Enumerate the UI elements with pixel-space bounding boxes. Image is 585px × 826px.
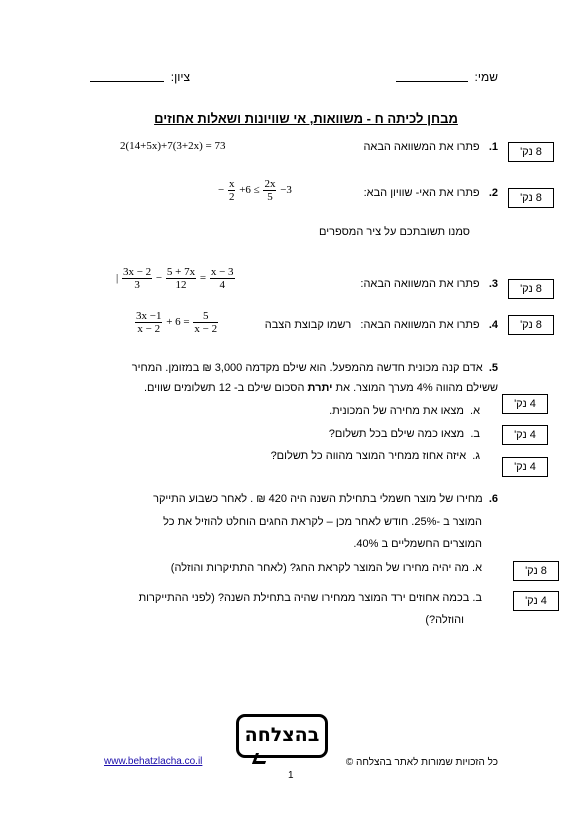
page-number: 1 <box>288 770 294 781</box>
question-5-line-2: ששילם מהווה 4% מערך המוצר. את יתרת הסכום שילם ב- 12 תשלומים שווים. <box>143 382 498 394</box>
points-box-q3: 8 נק' <box>508 279 554 299</box>
points-box-q4: 8 נק' <box>508 315 554 335</box>
inequality-2: − $\frac{x}{2}$ +6 ≤ $\frac{2x}{5}$ −3 <box>218 178 292 203</box>
points-box-q5b: 4 נק' <box>502 425 548 445</box>
question-5-sub-a: א. מצאו את מחירה של המכונית. <box>329 405 480 417</box>
copyright-text: כל הזכויות שמורות לאתר בהצלחה © <box>345 757 498 768</box>
equation-1: 2(14+5x)+7(3+2x) = 73 <box>120 140 226 152</box>
question-5-sub-c: ג. איזה אחוז ממחיר המוצר מהווה כל תשלום? <box>270 450 480 462</box>
question-6-line-3: המוצרים החשמליים ב 40%. <box>353 538 482 550</box>
grade-line[interactable] <box>90 81 164 82</box>
behatzlacha-logo: בהצלחה <box>236 714 328 758</box>
question-6-line-2: המוצר ב -25%. חודש לאחר מכן – לקראת החגים הוחלט להוזיל את כל <box>163 516 482 528</box>
points-box-q2: 8 נק' <box>508 188 554 208</box>
points-box-q6a: 8 נק' <box>513 561 559 581</box>
question-6-sub-b-line-1: ב. בכמה אחוזים ירד המוצר ממחירו שהיה בתחילת השנה? (לפני ההתייקרות <box>138 592 482 604</box>
question-6-sub-b-line-2: והוזלה?) <box>425 614 464 626</box>
name-label: שמי: <box>474 70 498 84</box>
logo-speech-tail <box>252 753 269 764</box>
name-line[interactable] <box>396 81 468 82</box>
question-3: 3. פתרו את המשוואה הבאה: <box>360 278 498 290</box>
page-title: מבחן לכיתה ח - משוואות, אי שוויונות ושאלות אחוזים <box>154 111 458 126</box>
points-box-q1: 8 נק' <box>508 142 554 162</box>
question-6-sub-a: א. מה יהיה מחירו של המוצר לקראת החג? (לאחר התתיקרות והוזלה) <box>170 562 482 574</box>
question-6-line-1: 6. מחירו של מוצר חשמלי בתחילת השנה היה 420 ₪ . לאחר כשבוע התייקר <box>153 493 498 505</box>
question-2: 2. פתרו את האי- שוויון הבא: <box>363 187 498 199</box>
question-5-line-1: 5. אדם קנה מכונית חדשה מהמפעל. הוא שילם מקדמה 3,000 ₪ במזומן. המחיר <box>131 362 498 374</box>
points-box-q5c: 4 נק' <box>502 457 548 477</box>
points-box-q5a: 4 נק' <box>502 394 548 414</box>
question-4: 4. פתרו את המשוואה הבאה: רשמו קבוצת הצבה <box>264 319 498 331</box>
equation-3: | $\frac{3x - 2}{3}$ − $\frac{5 + 7x}{12}$ = $\frac{x - 3}{4}$ <box>116 266 234 291</box>
question-1: 1. פתרו את המשוואה הבאה <box>363 141 498 153</box>
website-link[interactable]: www.behatzlacha.co.il <box>104 756 203 767</box>
grade-label: ציון: <box>170 70 190 84</box>
question-5-sub-b: ב. מצאו כמה שילם בכל תשלום? <box>328 428 480 440</box>
equation-4: $\frac{3x -1}{x - 2}$ + 6 = $\frac{5}{x - 2}$ <box>136 310 218 335</box>
points-box-q6b: 4 נק' <box>513 591 559 611</box>
number-line-note: סמנו תשובתכם על ציר המספרים <box>319 226 470 238</box>
